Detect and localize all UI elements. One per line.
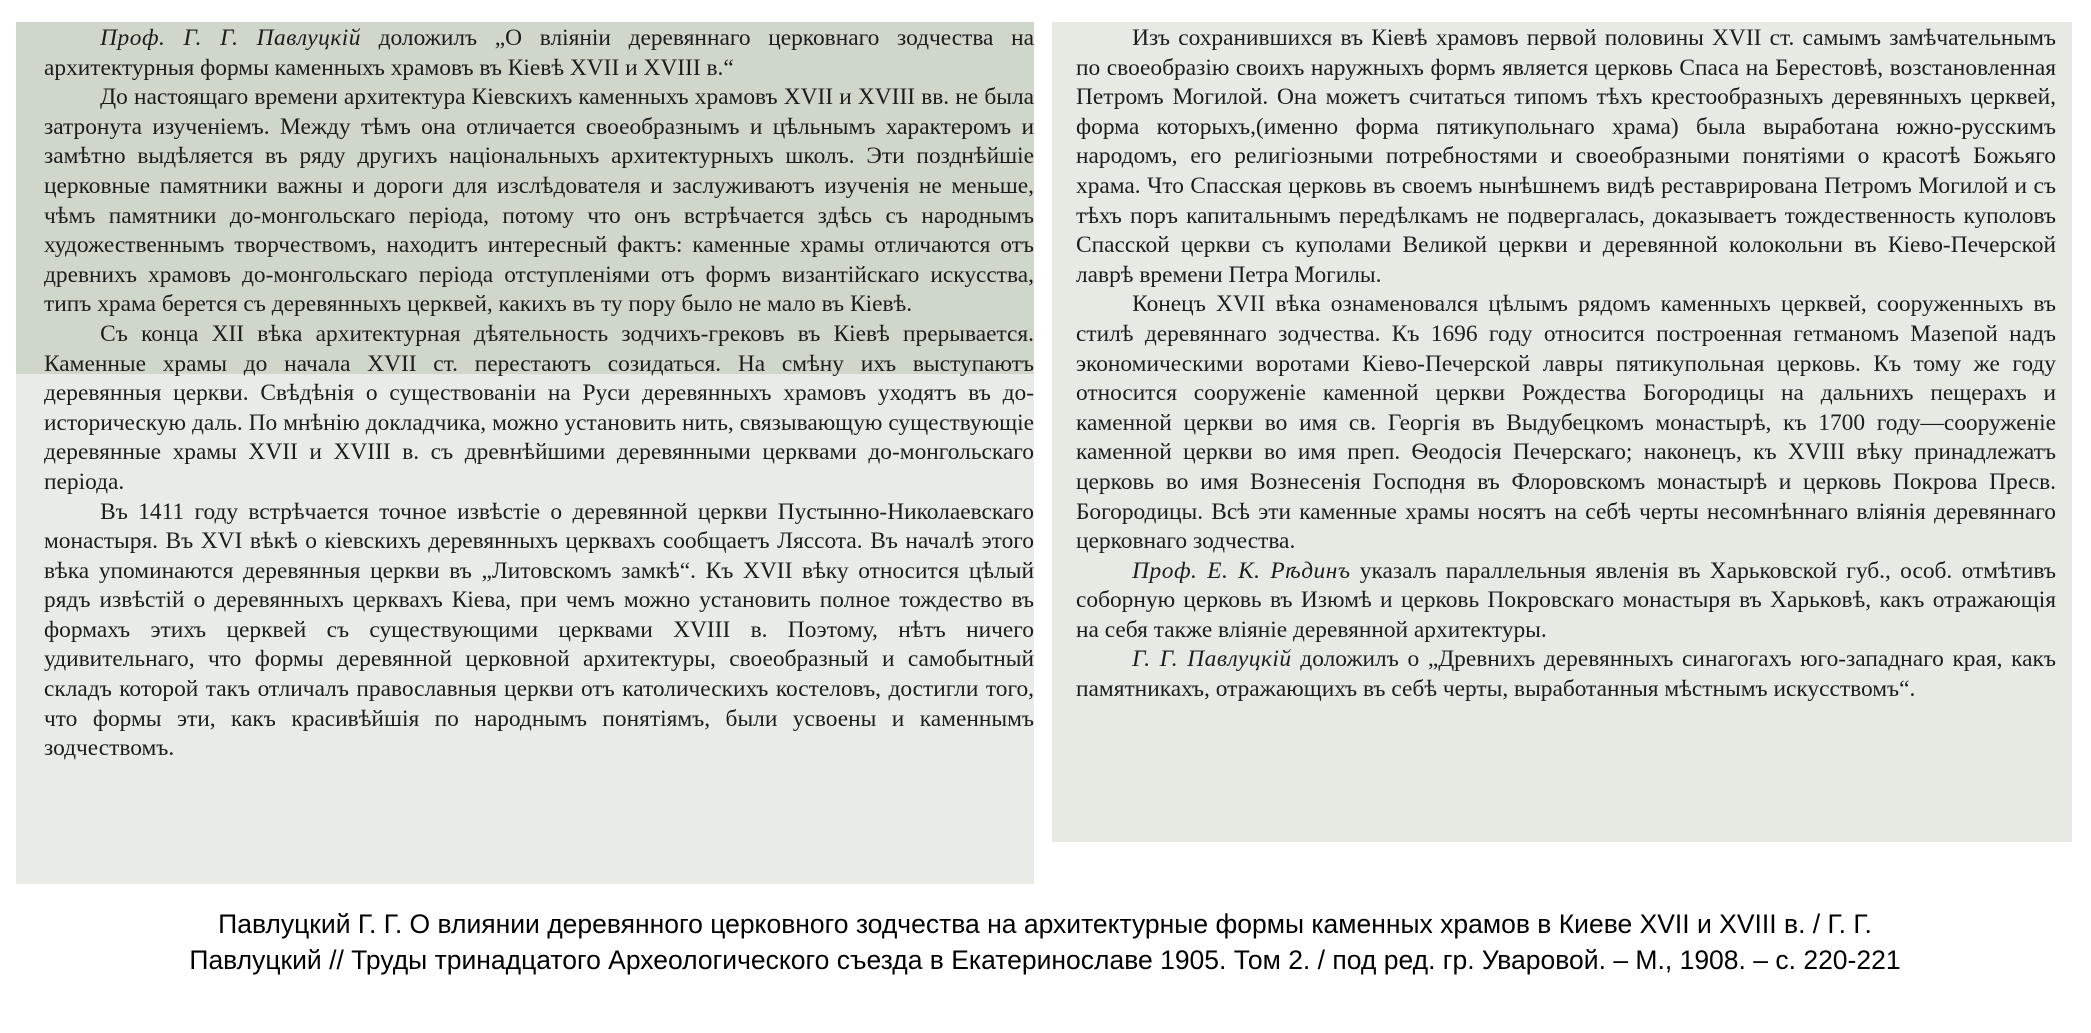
right-page-scan [1052,22,2072,842]
caption-line-1: Павлуцкий Г. Г. О влиянии деревянного церковного зодчества на архитектурные формы каменных храмов в Киеве XVII и XVIII в. / Г. Г. [218,909,1872,939]
author-name: Проф. Г. Г. Павлуцкій [100,25,361,51]
right-paragraph-2: Конецъ XVII вѣка ознаменовался цѣлымъ рядомъ каменныхъ церквей, сооруженныхъ въ стилѣ деревяннаго зодчества. Къ 1696 году относится построенная гетманомъ Мазепой надъ экономическими воротами Кіево-Печерской лавры пятикупольная церковь. Къ тому же году относится сооруженіе каменной церкви Рождества Богородицы на дальнихъ пещерахъ и каменной церкви во имя св. Георгія въ Выдубецкомъ монастырѣ, къ 1700 году—сооруженіе каменной церкви во имя преп. Ѳеодосія Печерскаго; наконецъ, къ XVIII вѣку принадлежатъ церковь во имя Вознесенія Господня въ Флоровскомъ монастырѣ и церковь Покрова Пресв. Богородицы. Всѣ эти каменные храмы носятъ на себѣ черты несомнѣннаго вліянія деревяннаго церковнаго зодчества. [1076,291,2056,555]
left-paragraph-1-text: доложилъ „О вліяніи деревяннаго церковнаго зодчества на архитектурныя формы каменныхъ храмовъ въ Кіевѣ XVII и XVIII в.“ [44,25,1034,81]
left-page-scan [16,22,1034,884]
left-paragraph-2: До настоящаго времени архитектура Кіевскихъ каменныхъ храмовъ XVII и XVIII вв. не была затронута изученіемъ. Между тѣмъ она отличается своеобразнымъ и цѣльнымъ характеромъ и замѣтно выдѣляется въ ряду другихъ національныхъ архитектурныхъ школъ. Эти позднѣйшіе церковные памятники важны и дороги для изслѣдователя и заслуживаютъ изученія не меньше, чѣмъ памятники до-монгольскаго періода, потому что онъ встрѣчается здѣсь съ народнымъ художественнымъ творчествомъ, находитъ интересный фактъ: каменные храмы отличаются отъ древнихъ храмовъ до-монгольскаго періода отступленіями отъ формъ византійскаго искусства, типъ храма берется съ деревянныхъ церквей, какихъ въ ту пору было не мало въ Кіевѣ. [44,84,1034,318]
right-paragraph-1: Изъ сохранившихся въ Кіевѣ храмовъ первой половины XVII ст. самымъ замѣчательнымъ по своеобразію своихъ наружныхъ формъ является церковь Спаса на Берестовѣ, возстановленная Петромъ Могилой. Она можетъ считаться типомъ тѣхъ крестообразныхъ деревянныхъ церквей, форма которыхъ,(именно форма пятикупольнаго храма) была выработана южно-русскимъ народомъ, его религіозными потребностями и своеобразными понятіями о красотѣ Божьяго храма. Что Спасская церковь въ своемъ нынѣшнемъ видѣ реставрирована Петромъ Могилой и съ тѣхъ поръ капитальнымъ передѣлкамъ не подвергалась, доказываетъ тождественность куполовъ Спасской церкви съ куполами Великой церкви и деревянной колокольни въ Кіево-Печерской лаврѣ времени Петра Могилы. [1076,25,2056,288]
left-paragraph-4: Въ 1411 году встрѣчается точное извѣстіе о деревянной церкви Пустынно-Николаевскаго монастыря. Въ XVI вѣкѣ о кіевскихъ деревянныхъ церквахъ сообщаетъ Ляссота. Въ началѣ этого вѣка упоминаются деревянныя церкви въ „Литовскомъ замкѣ“. Къ XVII вѣку относится цѣлый рядъ извѣстій о деревянныхъ церквахъ Кіева, при чемъ можно установить полное тождество въ формахъ этихъ церквей съ существующими церквами XVIII в. Поэтому, нѣтъ ничего удивительнаго, что формы деревянной церковной архитектуры, своеобразный и самобытный складъ которой такъ отличалъ православныя церкви отъ католическихъ костеловъ, достигли того, что формы эти, какъ красивѣйшія по народнымъ понятіямъ, были усвоены и каменнымъ зодчествомъ. [44,498,1034,762]
citation-caption [30,906,2060,978]
left-paragraph-3: Съ конца XII вѣка архитектурная дѣятельность зодчихъ-грековъ въ Кіевѣ прерывается. Каменные храмы до начала XVII ст. перестаютъ созидаться. На смѣну ихъ выступаютъ деревянныя церкви. Свѣдѣнія о существованіи на Руси деревянныхъ храмовъ уходятъ въ до-историческую даль. По мнѣнію докладчика, можно установить нить, связывающую существующіе деревянные храмы XVII и XVIII в. съ древнѣйшими деревянными церквами до-монгольскаго періода. [44,320,1034,495]
right-paragraph-3 [1076,557,2056,646]
right-paragraph-4-text: доложилъ о „Древнихъ деревянныхъ синагогахъ юго-западнаго края, какъ памятникахъ, отражающихъ въ себѣ черты, выработанныя мѣстнымъ искусствомъ“. [1076,646,2056,703]
author-name: Г. Г. Павлуцкій [1132,646,1292,673]
right-page-text [1076,24,2056,705]
left-paragraph-1 [44,24,1034,83]
right-paragraph-4 [1076,645,2056,704]
author-name: Проф. Е. К. Рѣдинъ [1132,557,1351,584]
caption-line-2: Павлуцкий // Труды тринадцатого Археологического съезда в Екатеринославе 1905. Том 2. / под ред. гр. Уваровой. – М., 1908. – с. 220-221 [189,945,1901,975]
left-page-text [44,24,1034,764]
right-paragraph-3-text: указалъ параллельныя явленія въ Харьковской губ., особ. отмѣтивъ соборную церковь въ Изюмѣ и церковь Покровскаго монастыря въ Харьковѣ, какъ отражающія на себя также вліяніе деревянной архитектуры. [1076,557,2056,643]
